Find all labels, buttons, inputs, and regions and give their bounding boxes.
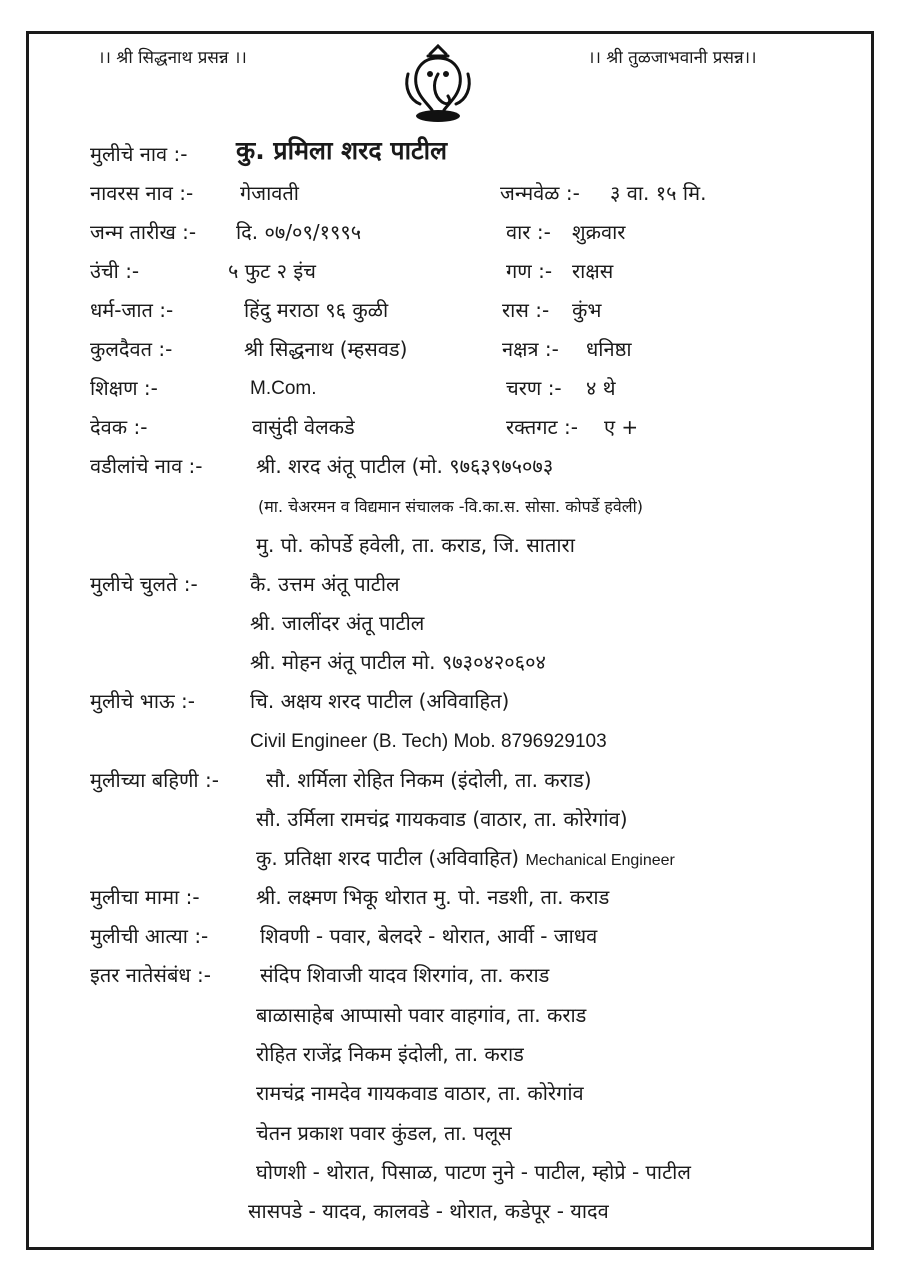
sister-item — [256, 845, 675, 874]
height-value: ५ फुट २ इंच — [228, 259, 316, 283]
kuldaivat-label: कुलदैवत :- — [90, 337, 173, 361]
bride-name: कु. प्रमिला शरद पाटील — [236, 136, 448, 165]
right-invocation: ।। श्री तुळजाभवानी प्रसन्न।। — [588, 48, 757, 68]
dharma-label: धर्म-जात :- — [90, 298, 174, 322]
relative-item: संदिप शिवाजी यादव शिरगांव, ता. कराड — [260, 963, 550, 987]
devak-label: देवक :- — [90, 415, 148, 439]
education-label: शिक्षण :- — [90, 376, 158, 400]
var-value: शुक्रवार — [572, 220, 626, 244]
bloodgroup-value: ए + — [604, 415, 639, 439]
gan-value: राक्षस — [572, 259, 614, 283]
relative-item: सासपडे - यादव, कालवडे - थोरात, कडेपूर - यादव — [248, 1199, 609, 1223]
brother-name: चि. अक्षय शरद पाटील (अविवाहित) — [250, 689, 510, 713]
relative-item: घोणशी - थोरात, पिसाळ, पाटण नुने - पाटील, म्होप्रे - पाटील — [256, 1160, 691, 1184]
dob-label: जन्म तारीख :- — [90, 220, 197, 244]
relatives-label: इतर नातेसंबंध :- — [90, 963, 211, 987]
devak-value: वासुंदी वेलकडे — [252, 415, 355, 439]
education-value: M.Com. — [250, 378, 317, 399]
sister-item: सौ. उर्मिला रामचंद्र गायकवाड (वाठार, ता. कोरेगांव) — [256, 807, 628, 831]
dob-value: दि. ०७/०९/१९९५ — [236, 220, 362, 244]
relative-item: रामचंद्र नामदेव गायकवाड वाठार, ता. कोरेगांव — [256, 1081, 584, 1105]
nakshatra-label: नक्षत्र :- — [502, 337, 559, 361]
height-label: उंची :- — [90, 259, 140, 283]
atya-value: शिवणी - पवार, बेलदरे - थोरात, आर्वी - जाधव — [260, 924, 598, 948]
uncles-label: मुलीचे चुलते :- — [90, 572, 198, 596]
brother-detail: Civil Engineer (B. Tech) Mob. 8796929103 — [250, 731, 607, 752]
mama-label: मुलीचा मामा :- — [90, 885, 200, 909]
mama-value: श्री. लक्ष्मण भिकू थोरात मु. पो. नडशी, ता. कराड — [256, 885, 610, 909]
navras-value: गेजावती — [240, 181, 299, 205]
father-designation: (मा. चेअरमन व विद्यमान संचालक -वि.का.स. सोसा. कोपर्डे हवेली) — [258, 497, 643, 516]
father-name: श्री. शरद अंतू पाटील (मो. ९७६३९७५०७३ — [256, 454, 554, 478]
janmavel-value: ३ वा. १५ मि. — [610, 181, 707, 205]
gan-label: गण :- — [506, 259, 553, 283]
relative-item: रोहित राजेंद्र निकम इंदोली, ता. कराड — [256, 1042, 524, 1066]
charan-label: चरण :- — [506, 376, 562, 400]
left-invocation: ।। श्री सिद्धनाथ प्रसन्न ।। — [98, 48, 247, 68]
uncle-item: श्री. मोहन अंतू पाटील मो. ९७३०४२०६०४ — [250, 650, 546, 674]
atya-label: मुलीची आत्या :- — [90, 924, 209, 948]
var-label: वार :- — [506, 220, 551, 244]
janmavel-label: जन्मवेळ :- — [500, 181, 580, 205]
sister-profession: Mechanical Engineer — [525, 852, 675, 869]
navras-label: नावरस नाव :- — [90, 181, 194, 205]
kuldaivat-value: श्री सिद्धनाथ (म्हसवड) — [244, 337, 408, 361]
biodata-border — [26, 31, 874, 1250]
dharma-value: हिंदु मराठा ९६ कुळी — [244, 298, 389, 322]
relative-item: बाळासाहेब आप्पासो पवार वाहगांव, ता. कराड — [256, 1003, 587, 1027]
charan-value: ४ थे — [586, 376, 616, 400]
sisters-label: मुलीच्या बहिणी :- — [90, 768, 219, 792]
brother-label: मुलीचे भाऊ :- — [90, 689, 196, 713]
bride-name-label: मुलीचे नाव :- — [90, 142, 188, 166]
father-label: वडीलांचे नाव :- — [90, 454, 203, 478]
nakshatra-value: धनिष्ठा — [586, 337, 632, 361]
uncle-item: कै. उत्तम अंतू पाटील — [250, 572, 400, 596]
relative-item: चेतन प्रकाश पवार कुंडल, ता. पलूस — [256, 1121, 512, 1145]
ras-label: रास :- — [502, 298, 550, 322]
uncle-item: श्री. जालींदर अंतू पाटील — [250, 611, 425, 635]
father-address: मु. पो. कोपर्डे हवेली, ता. कराड, जि. सातारा — [256, 533, 575, 557]
bloodgroup-label: रक्तगट :- — [506, 415, 578, 439]
ganesha-icon — [398, 44, 478, 124]
ras-value: कुंभ — [572, 298, 602, 322]
sister-item: सौ. शर्मिला रोहित निकम (इंदोली, ता. कराड) — [266, 768, 592, 792]
sister-name: कु. प्रतिक्षा शरद पाटील (अविवाहित) — [256, 846, 520, 870]
